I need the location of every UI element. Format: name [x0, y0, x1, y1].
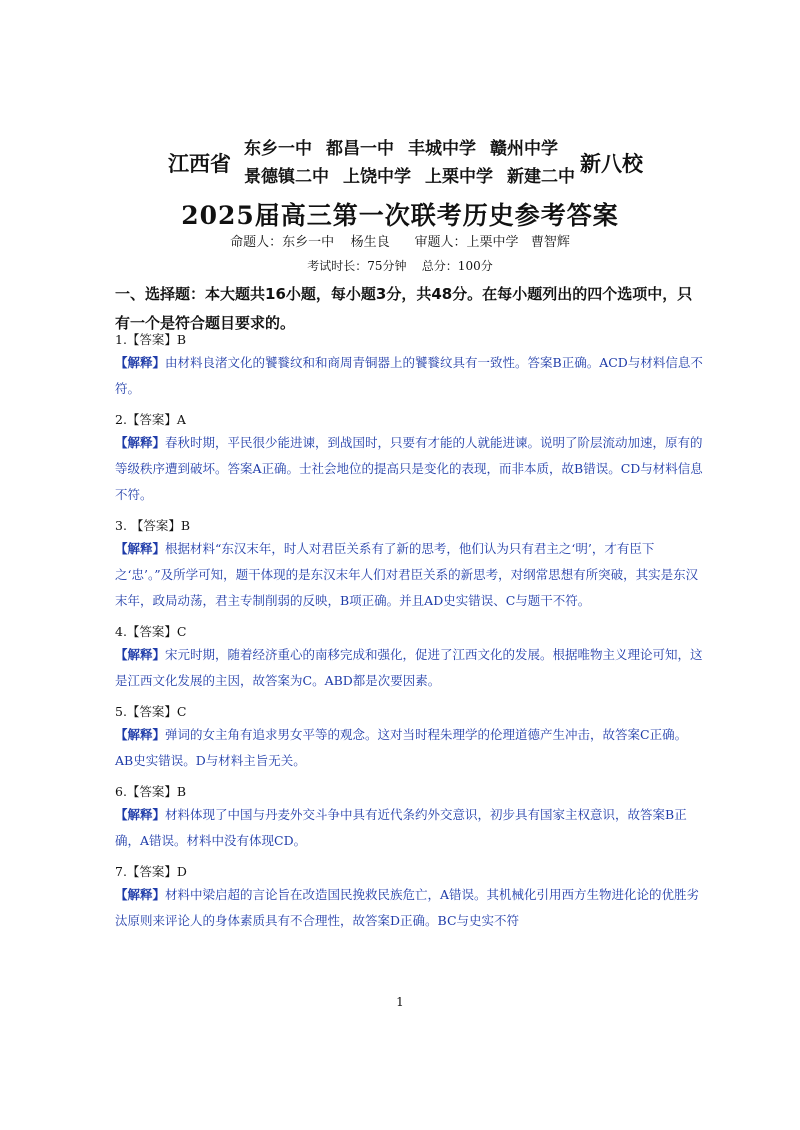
school-name: 赣州中学 — [490, 139, 558, 159]
school-name: 东乡一中 — [244, 139, 312, 159]
answer-line: 7.【答案】D — [115, 864, 187, 879]
explanation-text: 春秋时期，平民很少能进谏，到战国时，只要有才能的人就能进谏。说明了阶层流动加速，原有的等级秩序遭到破坏。答案A正确。士社会地位的提高只是变化的表现，而非本质，故B错误。CD与材料信息不符。 — [115, 435, 703, 502]
alliance-label: 新八校 — [580, 152, 643, 176]
explanation-text: 由材料良渚文化的饕餮纹和和商周青铜器上的饕餮纹具有一致性。答案B正确。ACD与材料信息不符。 — [115, 355, 703, 396]
explanation-tag: 【解释】 — [115, 647, 166, 662]
school-name: 上饶中学 — [343, 167, 411, 187]
province-label: 江西省 — [168, 152, 231, 176]
explanation-text: 根据材料“东汉末年，时人对君臣关系有了新的思考，他们认为只有君主之‘明’，才有臣下之‘忠’。”及所学可知，题干体现的是东汉末年人们对君臣关系的新思考，对纲常思想有所突破，其实是东汉末年，政局动荡，君主专制削弱的反映，B项正确。并且AD史实错误、C与题干不符。 — [115, 541, 699, 608]
explanation-text: 弹词的女主角有追求男女平等的观念。这对当时程朱理学的伦理道德产生冲击，故答案C正确。AB史实错误。D与材料主旨无关。 — [115, 727, 688, 768]
answer-line: 2.【答案】A — [115, 412, 186, 427]
answer-line: 6.【答案】B — [115, 784, 187, 799]
explanation — [115, 536, 705, 614]
explanation-tag: 【解释】 — [115, 435, 166, 450]
school-name: 上栗中学 — [425, 167, 493, 187]
explanation — [115, 430, 705, 508]
explanation — [115, 802, 705, 854]
explanation-text: 宋元时期，随着经济重心的南移完成和强化，促进了江西文化的发展。根据唯物主义理论可知，这是江西文化发展的主因，故答案为C。ABD都是次要因素。 — [115, 647, 703, 688]
explanation-tag: 【解释】 — [115, 727, 166, 742]
answer-list — [115, 330, 705, 942]
authors-line: 命题人：东乡一中 杨生良 审题人：上栗中学 曹智辉 — [230, 235, 570, 250]
page-number: 1 — [396, 995, 404, 1009]
answer-line: 3. 【答案】B — [115, 518, 191, 533]
school-name: 景德镇二中 — [244, 167, 329, 187]
explanation — [115, 642, 705, 694]
school-name: 都昌一中 — [326, 139, 394, 159]
school-name: 新建二中 — [507, 167, 575, 187]
schools-row-2 — [244, 162, 589, 187]
answer-line: 5.【答案】C — [115, 704, 187, 719]
section-heading: 一、选择题：本大题共16小题，每小题3分，共48分。在每小题列出的四个选项中，只有一个是符合题目要求的。 — [115, 285, 693, 332]
explanation-text: 材料体现了中国与丹麦外交斗争中具有近代条约外交意识，初步具有国家主权意识，故答案B正确，A错误。材料中没有体现CD。 — [115, 807, 687, 848]
schools-row-1 — [244, 134, 572, 159]
explanation — [115, 350, 705, 402]
explanation-tag: 【解释】 — [115, 887, 166, 902]
school-name: 丰城中学 — [408, 139, 476, 159]
exam-info: 考试时长：75分钟 总分：100分 — [307, 259, 493, 273]
explanation-tag: 【解释】 — [115, 355, 166, 370]
explanation-tag: 【解释】 — [115, 541, 166, 556]
header-schools — [168, 132, 648, 192]
explanation — [115, 882, 705, 934]
explanation-text: 材料中梁启超的言论旨在改造国民挽救民族危亡，A错误。其机械化引用西方生物进化论的优胜劣汰原则来评论人的身体素质具有不合理性，故答案D正确。BC与史实不符 — [115, 887, 700, 928]
answer-line: 1.【答案】B — [115, 332, 187, 347]
answer-line: 4.【答案】C — [115, 624, 187, 639]
document-title: 2025届高三第一次联考历史参考答案 — [181, 201, 619, 230]
explanation-tag: 【解释】 — [115, 807, 166, 822]
explanation — [115, 722, 705, 774]
